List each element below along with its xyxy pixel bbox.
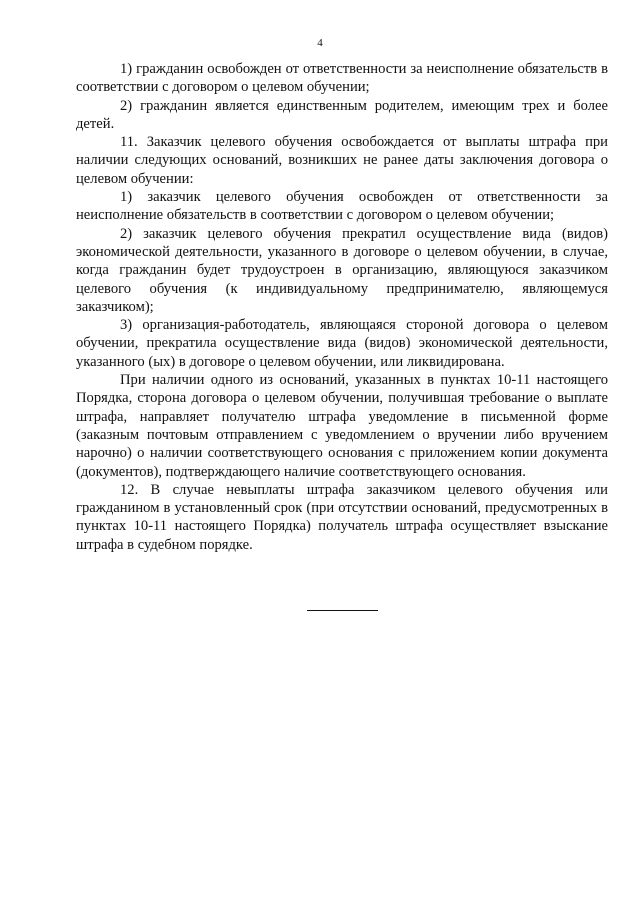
paragraph-notification: При наличии одного из оснований, указанных в пунктах 10-11 настоящего Порядка, сторона договора о целевом обучении, получившая требование о выплате штрафа, направляет получателю штрафа уведомление в письменной форме (заказным почтовым отправлением с уведомлением о вручении либо вручением нарочно) о наличии соответствующего основания с приложением копии документа (документов), подтверждающего наличие соответствующего основания. (76, 372, 608, 480)
end-of-document-rule (307, 610, 378, 611)
page-number: 4 (317, 37, 323, 49)
paragraph-clause-11: 11. Заказчик целевого обучения освобождается от выплаты штрафа при наличии следующих оснований, возникших не ранее даты заключения договора о целевом обучении: (76, 134, 608, 187)
document-body (76, 60, 608, 554)
paragraph-clause-11-item-1: 1) заказчик целевого обучения освобожден от ответственности за неисполнение обязательств в соответствии с договором о целевом обучении; (76, 189, 608, 224)
paragraph-clause-11-item-2: 2) заказчик целевого обучения прекратил осуществление вида (видов) экономической деятельности, указанного в договоре о целевом обучении, в случае, когда гражданин будет трудоустроен в организацию, являющуюся заказчиком целевого обучения (к индивидуальному предпринимателю, являющемуся заказчиком); (76, 225, 608, 315)
paragraph-item-1: 1) гражданин освобожден от ответственности за неисполнение обязательств в соответствии с договором о целевом обучении; (76, 61, 608, 96)
paragraph-item-2: 2) гражданин является единственным родителем, имеющим трех и более детей. (76, 97, 608, 132)
paragraph-clause-12: 12. В случае невыплаты штрафа заказчиком целевого обучения или гражданином в установленный срок (при отсутствии оснований, предусмотренных в пунктах 10-11 настоящего Порядка) получатель штрафа осуществляет взыскание штрафа в судебном порядке. (76, 481, 608, 553)
paragraph-clause-11-item-3: 3) организация-работодатель, являющаяся стороной договора о целевом обучении, прекратила осуществление вида (видов) экономической деятельности, указанного (ых) в договоре о целевом обучении, или ликвидирована. (76, 317, 608, 370)
